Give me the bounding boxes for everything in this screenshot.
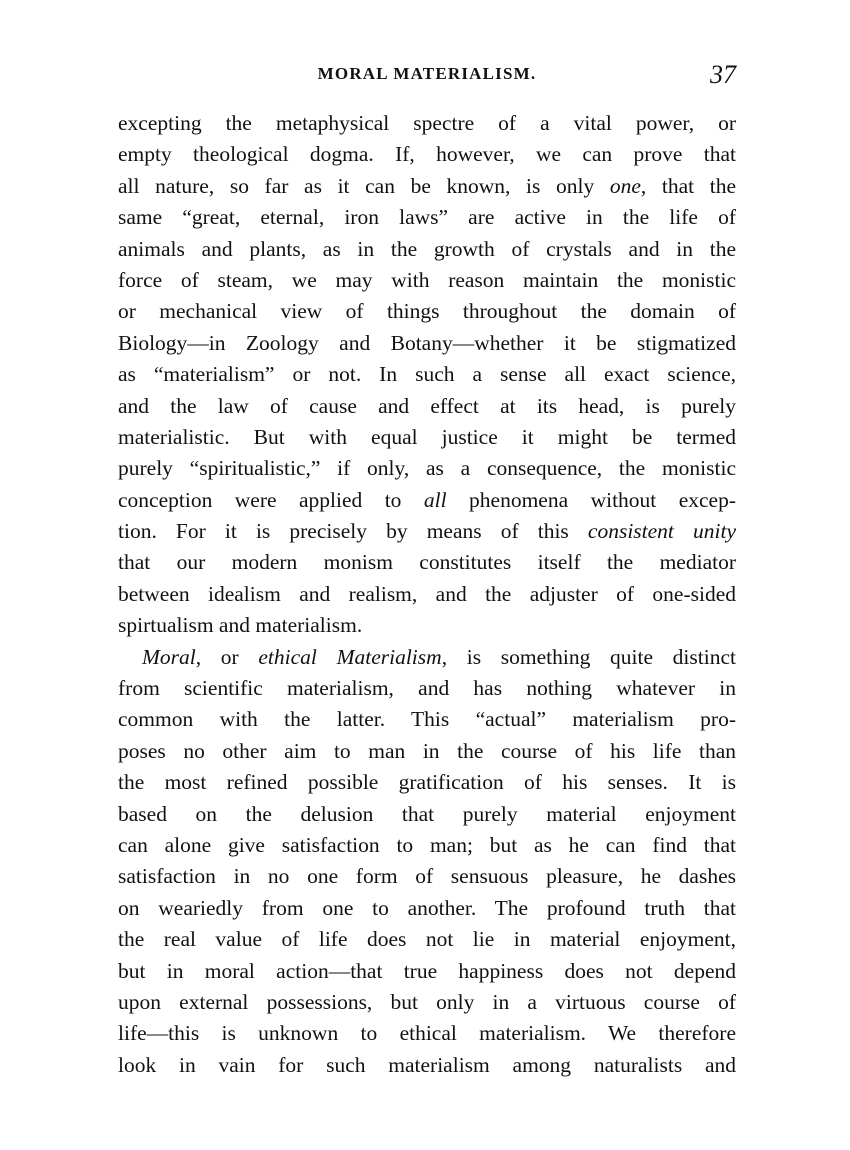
text-line: but in moral action—that true happiness does not depend [118, 958, 736, 983]
text-line: Moral, or ethical Materialism, is something quite distinct [142, 644, 736, 669]
text-line: as “materialism” or not. In such a sense all exact science, [118, 362, 736, 387]
text-line: on weariedly from one to another. The profound truth that [118, 895, 736, 920]
body-text [118, 108, 736, 1081]
text-line: or mechanical view of things throughout the domain of [118, 299, 736, 324]
text-line: common with the latter. This “actual” materialism pro- [118, 707, 736, 732]
text-line: poses no other aim to man in the course of his life than [118, 738, 736, 763]
text-line: spirtualism and materialism. [118, 613, 363, 638]
text-line: and the law of cause and effect at its head, is purely [118, 393, 736, 418]
running-title: MORAL MATERIALISM. [317, 64, 537, 83]
text-line: that our modern monism constitutes itself the mediator [118, 550, 736, 575]
text-line: Biology—in Zoology and Botany—whether it be stigmatized [118, 330, 736, 355]
text-line: all nature, so far as it can be known, is only one, that the [118, 173, 736, 198]
text-line: the real value of life does not lie in material enjoyment, [118, 927, 736, 952]
text-line: empty theological dogma. If, however, we can prove that [118, 142, 736, 167]
text-line: upon external possessions, but only in a virtuous course of [118, 989, 736, 1014]
text-line: animals and plants, as in the growth of crystals and in the [118, 236, 736, 261]
text-line: between idealism and realism, and the adjuster of one-sided [118, 581, 736, 606]
page-number: 37 [710, 60, 736, 89]
text-line: purely “spiritualistic,” if only, as a consequence, the monistic [118, 456, 736, 481]
text-line: materialistic. But with equal justice it might be termed [118, 424, 736, 449]
text-line: based on the delusion that purely material enjoyment [118, 801, 736, 826]
text-line: can alone give satisfaction to man; but as he can find that [118, 832, 736, 857]
text-line: force of steam, we may with reason maintain the monistic [118, 267, 736, 292]
text-line: satisfaction in no one form of sensuous pleasure, he dashes [118, 864, 736, 889]
text-line: excepting the metaphysical spectre of a vital power, or [118, 111, 736, 135]
text-line: life—this is unknown to ethical materialism. We therefore [118, 1021, 736, 1046]
text-line: tion. For it is precisely by means of this consistent unity [118, 519, 736, 544]
text-line: conception were applied to all phenomena without excep- [118, 487, 736, 512]
text-line: from scientific materialism, and has nothing whatever in [118, 676, 736, 701]
text-line: look in vain for such materialism among naturalists and [118, 1052, 736, 1077]
running-header [118, 60, 736, 90]
text-line: same “great, eternal, iron laws” are active in the life of [118, 205, 736, 230]
text-line: the most refined possible gratification of his senses. It is [118, 770, 736, 795]
